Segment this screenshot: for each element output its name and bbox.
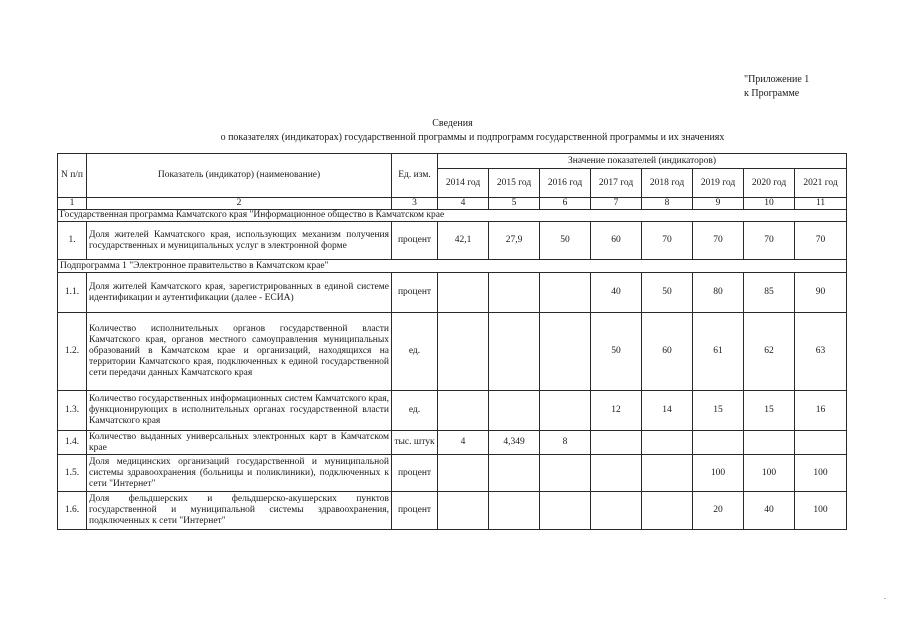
indicator-value: [489, 492, 540, 530]
section-row: [58, 210, 847, 222]
header-num: N п/п: [58, 154, 87, 198]
indicator-name: Доля медицинских организаций государственной и муниципальной системы здравоохранения (больницы и поликлиники), подключенных к сети "Интернет": [87, 455, 392, 492]
indicator-name: Количество выданных универсальных электронных карт в Камчатском крае: [87, 431, 392, 455]
table-body: [58, 210, 847, 530]
table-row: [58, 222, 847, 260]
section-title: Подпрограмма 1 "Электронное правительство в Камчатском крае": [58, 260, 847, 273]
indicator-value: [438, 455, 489, 492]
indicator-value: 70: [642, 222, 693, 260]
row-number: 1.3.: [58, 391, 87, 431]
indicator-value: [744, 431, 795, 455]
indicator-value: 60: [642, 313, 693, 391]
column-number: 2: [87, 198, 392, 210]
column-number: 11: [795, 198, 847, 210]
header-year: 2019 год: [693, 169, 744, 198]
indicator-value: 70: [744, 222, 795, 260]
indicator-value: [591, 492, 642, 530]
column-number: 6: [540, 198, 591, 210]
indicators-table: [57, 153, 847, 530]
column-number: 10: [744, 198, 795, 210]
indicator-value: 4,349: [489, 431, 540, 455]
indicator-value: [540, 492, 591, 530]
indicator-value: [540, 455, 591, 492]
indicator-value: 40: [744, 492, 795, 530]
indicator-value: 15: [744, 391, 795, 431]
indicator-value: 100: [693, 455, 744, 492]
indicator-value: 14: [642, 391, 693, 431]
header-unit: Ед. изм.: [392, 154, 438, 198]
row-number: 1.2.: [58, 313, 87, 391]
indicator-value: [438, 313, 489, 391]
indicator-value: 50: [591, 313, 642, 391]
column-numbers-row: [58, 198, 847, 210]
appendix-line-2: к Программе: [744, 88, 800, 99]
indicator-value: 40: [591, 273, 642, 313]
table-row: [58, 391, 847, 431]
indicator-value: 100: [744, 455, 795, 492]
indicator-name: Доля фельдшерских и фельдшерско-акушерских пунктов государственной и муниципальной системы здравоохранения, подключенных к сети "Интернет": [87, 492, 392, 530]
indicator-value: 50: [540, 222, 591, 260]
unit: тыс. штук: [392, 431, 438, 455]
indicator-value: [438, 492, 489, 530]
header-values-group: Значение показателей (индикаторов): [438, 154, 847, 169]
column-number: 9: [693, 198, 744, 210]
indicator-value: 42,1: [438, 222, 489, 260]
indicator-value: 62: [744, 313, 795, 391]
indicator-value: 16: [795, 391, 847, 431]
column-number: 4: [438, 198, 489, 210]
indicator-name: Доля жителей Камчатского края, зарегистрированных в единой системе идентификации и аутентификации (далее - ЕСИА): [87, 273, 392, 313]
row-number: 1.5.: [58, 455, 87, 492]
title-line-2: о показателях (индикаторах) государственной программы и подпрограмм государственной программы и их значениях: [220, 132, 725, 143]
unit: процент: [392, 222, 438, 260]
section-row: [58, 260, 847, 273]
indicator-value: 80: [693, 273, 744, 313]
indicator-value: [489, 455, 540, 492]
header-year: 2017 год: [591, 169, 642, 198]
indicator-value: [489, 273, 540, 313]
unit: процент: [392, 455, 438, 492]
indicator-value: [489, 313, 540, 391]
indicator-value: 61: [693, 313, 744, 391]
table-row: [58, 492, 847, 530]
indicator-value: 90: [795, 273, 847, 313]
indicator-value: 100: [795, 455, 847, 492]
indicator-name: Количество исполнительных органов государственной власти Камчатского края, органов местного самоуправления муниципальных образований в Камчатском крае и организаций, находящихся на территории Камчатского края, подключенных к единой государственной сети передачи данных Камчатского края: [87, 313, 392, 391]
column-number: 3: [392, 198, 438, 210]
indicator-value: [438, 273, 489, 313]
indicator-value: [642, 431, 693, 455]
scan-speck: [884, 598, 886, 599]
indicator-value: [591, 455, 642, 492]
indicator-value: 27,9: [489, 222, 540, 260]
indicator-value: 20: [693, 492, 744, 530]
indicator-name: Количество государственных информационных систем Камчатского края, функционирующих в исполнительных органах государственной власти Камчатского края: [87, 391, 392, 431]
header-year: 2021 год: [795, 169, 847, 198]
indicator-value: [693, 431, 744, 455]
indicator-value: [795, 431, 847, 455]
header-year: 2015 год: [489, 169, 540, 198]
section-title: Государственная программа Камчатского края "Информационное общество в Камчатском крае: [58, 210, 847, 222]
column-number: 5: [489, 198, 540, 210]
table-row: [58, 313, 847, 391]
indicator-value: 8: [540, 431, 591, 455]
row-number: 1.6.: [58, 492, 87, 530]
indicator-value: 63: [795, 313, 847, 391]
indicator-value: 70: [693, 222, 744, 260]
header-year: 2014 год: [438, 169, 489, 198]
indicator-name: Доля жителей Камчатского края, использующих механизм получения государственных и муниципальных услуг в электронной форме: [87, 222, 392, 260]
unit: процент: [392, 273, 438, 313]
indicator-value: [540, 391, 591, 431]
document-title: [0, 117, 905, 145]
indicator-value: 12: [591, 391, 642, 431]
appendix-note: [744, 73, 809, 101]
table-row: [58, 455, 847, 492]
row-number: 1.: [58, 222, 87, 260]
indicator-value: 50: [642, 273, 693, 313]
title-line-1: Сведения: [432, 118, 473, 129]
indicator-value: 100: [795, 492, 847, 530]
header-year: 2018 год: [642, 169, 693, 198]
column-number: 1: [58, 198, 87, 210]
indicator-value: 4: [438, 431, 489, 455]
indicator-value: 60: [591, 222, 642, 260]
indicator-value: 85: [744, 273, 795, 313]
indicator-value: 70: [795, 222, 847, 260]
indicator-value: [591, 431, 642, 455]
header-year: 2020 год: [744, 169, 795, 198]
indicator-value: [540, 273, 591, 313]
column-number: 8: [642, 198, 693, 210]
header-year: 2016 год: [540, 169, 591, 198]
indicator-value: 15: [693, 391, 744, 431]
row-number: 1.1.: [58, 273, 87, 313]
appendix-line-1: "Приложение 1: [744, 74, 810, 85]
indicator-value: [642, 492, 693, 530]
unit: процент: [392, 492, 438, 530]
indicator-value: [438, 391, 489, 431]
unit: ед.: [392, 313, 438, 391]
table-row: [58, 273, 847, 313]
row-number: 1.4.: [58, 431, 87, 455]
table-row: [58, 431, 847, 455]
unit: ед.: [392, 391, 438, 431]
indicator-value: [642, 455, 693, 492]
column-number: 7: [591, 198, 642, 210]
indicator-value: [540, 313, 591, 391]
indicator-value: [489, 391, 540, 431]
header-indicator: Показатель (индикатор) (наименование): [87, 154, 392, 198]
